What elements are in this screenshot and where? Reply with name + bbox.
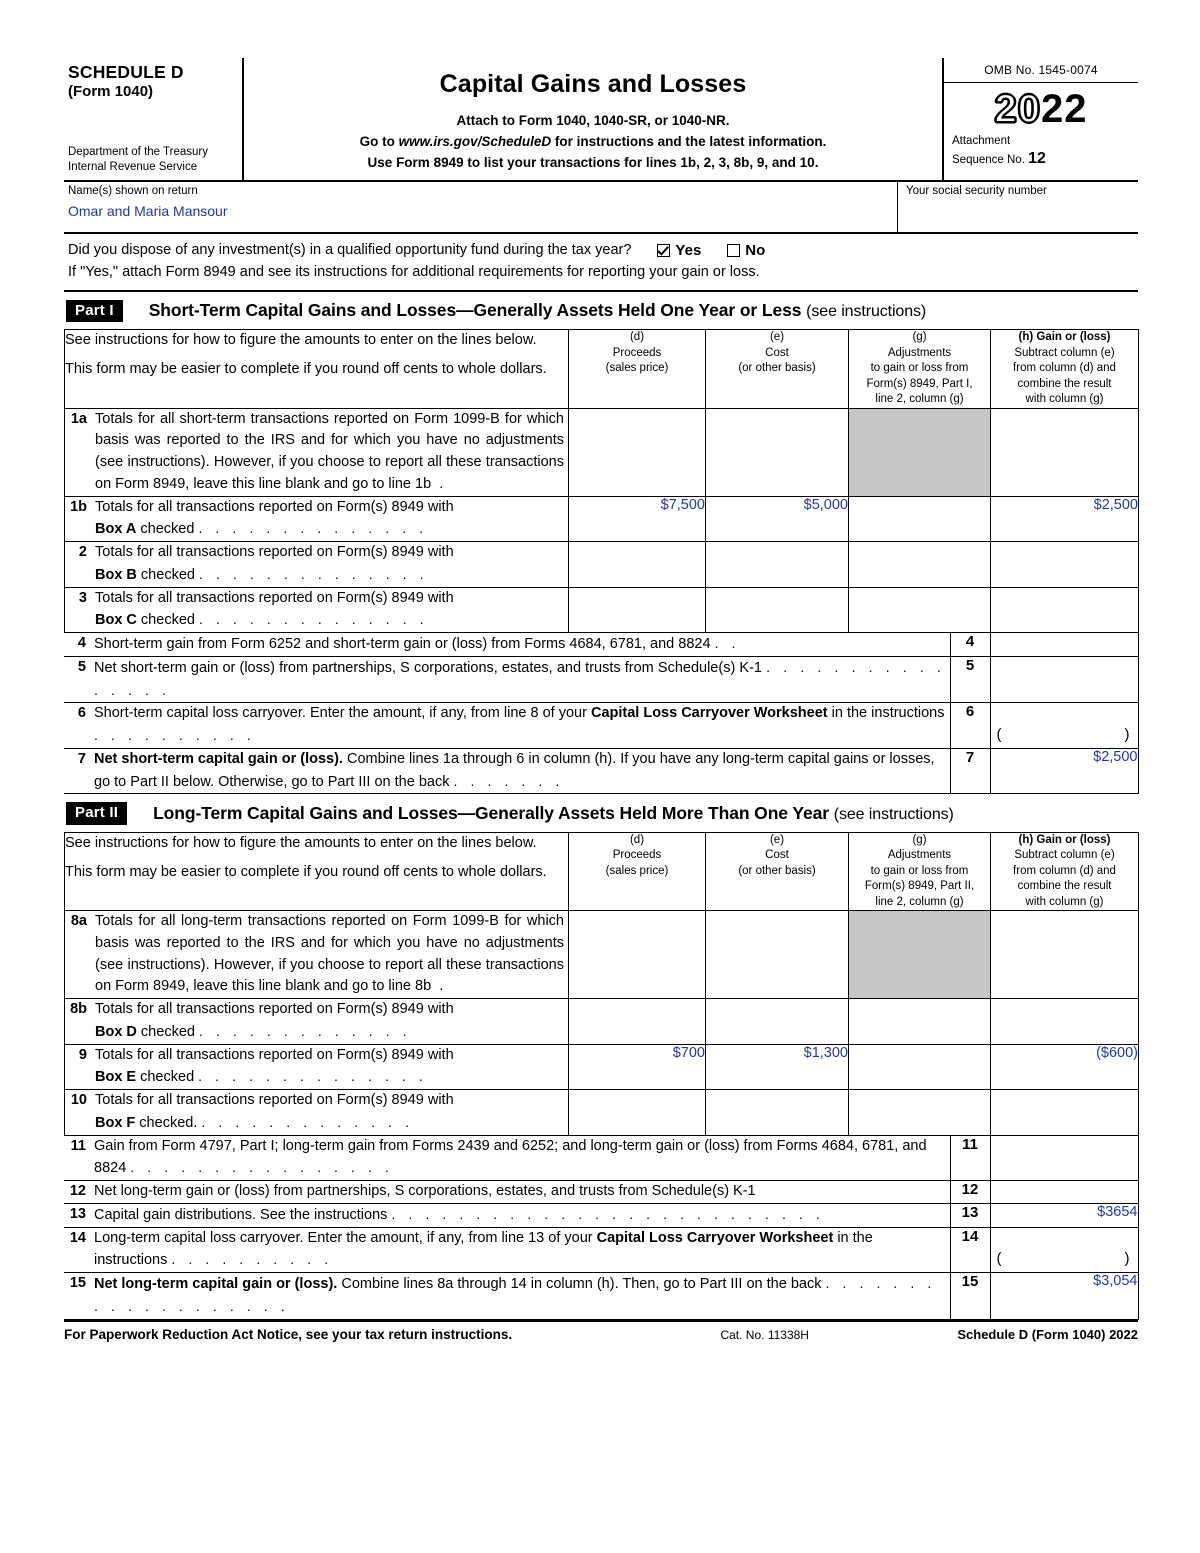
part-2-col-d-l1: Proceeds [612, 849, 662, 862]
part-1-col-h-l2: from column (d) and [1013, 362, 1116, 375]
attachment-number: 12 [1028, 150, 1046, 168]
part-2-instructions-p2: This form may be easier to complete if you round off cents to whole dollars. [65, 864, 547, 881]
department-line-2: Internal Revenue Service [68, 161, 198, 174]
part-1-col-e-id: (e) [769, 331, 785, 344]
qof-yes-label: Yes [675, 241, 702, 259]
line-14-paren-open: ( [996, 1250, 1002, 1268]
line-1b-description: 1b Totals for all transactions reported on Form(s) 8949 with Box A checked . . . . . . . . . . . . . . [65, 496, 569, 542]
part-1-col-h-id: (h) Gain or (loss) [1018, 331, 1111, 344]
line-13-amount[interactable]: $3654 [990, 1203, 1138, 1227]
line-9-text: Totals for all transactions reported on Form(s) 8949 with [95, 1046, 454, 1063]
part-2-title-main: Long-Term Capital Gains and Losses—Generally Assets Held More Than One Year [153, 802, 829, 823]
line-1b-text: Totals for all transactions reported on Form(s) 8949 with [95, 498, 454, 515]
line-12-box-number: 12 [950, 1181, 990, 1204]
line-7-amount[interactable]: $2,500 [990, 748, 1138, 794]
part-2-col-e-l1: Cost [765, 849, 789, 862]
name-field-cell[interactable] [64, 182, 898, 232]
line-3-gain-loss[interactable] [991, 587, 1139, 633]
line-4-box-number: 4 [950, 633, 990, 656]
table-row [64, 633, 1138, 656]
ssn-value [906, 199, 1134, 201]
part-2-title-note: (see instructions) [833, 805, 954, 823]
line-15-text: Combine lines 8a through 14 in column (h). Then, go to Part III on the back [337, 1276, 822, 1293]
line-1a-number: 1a [70, 410, 87, 427]
line-15-lead: Net long-term capital gain or (loss). [94, 1276, 338, 1293]
table-row [65, 408, 1139, 496]
part-1-col-h-header [991, 330, 1139, 409]
part-1-col-d-l2: (sales price) [605, 362, 669, 375]
qof-no-checkbox[interactable] [727, 244, 740, 257]
part-2-col-d-id: (d) [629, 833, 645, 846]
part-1-col-g-header [849, 330, 991, 409]
qof-followup-text: If "Yes," attach Form 8949 and see its instructions for additional requirements for reporting your gain or loss. [68, 264, 760, 281]
line-3-number: 3 [78, 589, 87, 606]
table-row [64, 1181, 1138, 1204]
line-10-proceeds[interactable] [569, 1090, 706, 1136]
line-8a-gain-loss[interactable] [991, 911, 1139, 999]
part-1-col-g-l1: Adjustments [887, 346, 952, 359]
part-1-col-h-l1: Subtract column (e) [1014, 346, 1115, 359]
table-row [64, 656, 1138, 703]
line-11-description: 11 Gain from Form 4797, Part I; long-term gain from Forms 2439 and 6252; and long-term gain or (loss) from Forms 4684, 6781, and 8824 . . . . . . . . . . . . . . . . [64, 1136, 950, 1181]
line-2-cost[interactable] [706, 542, 849, 588]
line-8b-adjustments[interactable] [849, 999, 991, 1045]
line-1a-description [65, 408, 569, 496]
tax-year-block [944, 83, 1138, 132]
line-9-proceeds[interactable]: $700 [569, 1044, 706, 1090]
form-sheet [64, 58, 1138, 1342]
part-2-title [153, 803, 954, 824]
line-4-description: 4 Short-term gain from Form 6252 and short-term gain or (loss) from Forms 4684, 6781, and 8824 . . [64, 633, 950, 656]
line-1b-proceeds[interactable]: $7,500 [569, 496, 706, 542]
line-10-checked: checked. [135, 1114, 198, 1131]
part-2-col-e-header [706, 832, 849, 911]
part-2-col-h-l1: Subtract column (e) [1014, 849, 1115, 862]
part-1-col-g-l2: to gain or loss from [870, 362, 969, 375]
part-1-title-note: (see instructions) [806, 303, 927, 321]
part-1-col-d-header [569, 330, 706, 409]
line-2-gain-loss[interactable] [991, 542, 1139, 588]
line-2-number: 2 [78, 544, 87, 561]
line-2-description: 2 Totals for all transactions reported on Form(s) 8949 with Box B checked . . . . . . . . . . . . . . [65, 542, 569, 588]
line-7-description: 7 Net short-term capital gain or (loss). Combine lines 1a through 6 in column (h). If you have any long-term capital gains or losses, go to Part II below. Otherwise, go to Part III on the back . . . . . . . [64, 748, 950, 794]
line-5-box-number: 5 [950, 656, 990, 703]
omb-number: OMB No. 1545-0074 [944, 58, 1138, 83]
part-2-col-g-header [849, 832, 991, 911]
line-9-description: 9 Totals for all transactions reported on Form(s) 8949 with Box E checked . . . . . . . . . . . . . . [65, 1044, 569, 1090]
line-10-adjustments[interactable] [849, 1090, 991, 1136]
table-row [64, 703, 1138, 749]
qof-question-line [68, 239, 1138, 262]
part-2-col-h-l2: from column (d) and [1013, 864, 1116, 877]
attach-instruction-1: Attach to Form 1040, 1040-SR, or 1040-NR. [456, 113, 730, 128]
part-2-badge: Part II [66, 802, 127, 824]
part-1-instructions-p1: See instructions for how to figure the amounts to enter on the lines below. [65, 332, 537, 349]
line-8a-description [65, 911, 569, 999]
line-3-checked: checked [136, 612, 195, 629]
name-label: Name(s) shown on return [68, 184, 198, 197]
department-block [68, 145, 234, 176]
table-row [65, 542, 1139, 588]
part-2-col-d-header [569, 832, 706, 911]
table-row [65, 1044, 1139, 1090]
line-13-description: 13 Capital gain distributions. See the instructions . . . . . . . . . . . . . . . . . . . . . . . . . . [64, 1203, 950, 1227]
line-15-description: 15 Net long-term capital gain or (loss). Combine lines 8a through 14 in column (h). Then, go to Part III on the back . . . . . . . . . . . . . . . . . . . [64, 1273, 950, 1320]
part-2-col-h-l4: with column (g) [1025, 895, 1104, 908]
line-6-text-pre: Short-term capital loss carryover. Enter the amount, if any, from line 8 of your [94, 705, 591, 722]
line-6-paren-open: ( [996, 725, 1002, 743]
form-identifier: Schedule D (Form 1040) 2022 [957, 1326, 1138, 1342]
line-14-number: 14 [69, 1229, 86, 1246]
line-14-paren-close: ) [1124, 1250, 1130, 1268]
line-9-adjustments[interactable] [849, 1044, 991, 1090]
part-2-col-e-id: (e) [769, 833, 785, 846]
goto-prefix: Go to [359, 133, 399, 149]
schedule-subtitle: (Form 1040) [68, 83, 154, 100]
line-1b-box-label: Box A [95, 521, 137, 538]
part-2-table [64, 832, 1139, 1136]
line-10-text: Totals for all transactions reported on Form(s) 8949 with [95, 1092, 454, 1109]
line-1a-gain-loss[interactable] [991, 408, 1139, 496]
attachment-label-1: Attachment [952, 135, 1011, 148]
attachment-sequence [944, 132, 1138, 174]
part-2-column-header-row [65, 832, 1139, 911]
part-1-col-g-l3: Form(s) 8949, Part I, [866, 377, 973, 390]
line-5-number: 5 [77, 658, 86, 675]
line-8a-number: 8a [70, 913, 87, 930]
irs-url: www.irs.gov/ScheduleD [398, 133, 552, 149]
line-15-amount[interactable]: $3,054 [990, 1273, 1138, 1320]
line-8b-cost[interactable] [706, 999, 849, 1045]
part-1-instructions-p2: This form may be easier to complete if you round off cents to whole dollars. [65, 361, 547, 378]
part-2-instructions-p1: See instructions for how to figure the amounts to enter on the lines below. [65, 834, 537, 851]
line-4-text: Short-term gain from Form 6252 and short-term gain or (loss) from Forms 4684, 6781, and 8824 [94, 636, 711, 653]
table-row [65, 999, 1139, 1045]
qof-question-block [64, 234, 1138, 292]
line-8b-number: 8b [70, 1001, 87, 1018]
part-1-summary-table [64, 633, 1139, 794]
goto-suffix: for instructions and the latest information. [551, 133, 827, 149]
table-row [65, 587, 1139, 633]
line-1b-checked: checked [136, 521, 195, 538]
line-14-description: 14 Long-term capital loss carryover. Enter the amount, if any, from line 13 of your Capital Loss Carryover Worksheet in the instructions . . . . . . . . . . [64, 1227, 950, 1273]
line-1b-number: 1b [70, 498, 87, 515]
line-6-amount[interactable] [990, 703, 1138, 749]
line-4-amount[interactable] [990, 633, 1138, 656]
part-1-badge: Part I [66, 300, 123, 322]
table-row [64, 1273, 1138, 1320]
line-2-checked: checked [136, 566, 195, 583]
line-12-description [64, 1181, 950, 1204]
ssn-field-cell[interactable] [898, 182, 1138, 232]
part-2-col-h-l3: combine the result [1017, 880, 1112, 893]
line-5-amount[interactable] [990, 656, 1138, 703]
line-14-text-pre: Long-term capital loss carryover. Enter the amount, if any, from line 13 of your [94, 1229, 597, 1246]
table-row [64, 1136, 1138, 1181]
line-3-description: 3 Totals for all transactions reported on Form(s) 8949 with Box C checked . . . . . . . . . . . . . . [65, 587, 569, 633]
line-12-amount[interactable] [990, 1181, 1138, 1204]
line-14-worksheet-ref: Capital Loss Carryover Worksheet [596, 1229, 834, 1246]
line-8b-proceeds[interactable] [569, 999, 706, 1045]
part-1-col-d-l1: Proceeds [612, 346, 662, 359]
line-13-box-number: 13 [950, 1203, 990, 1227]
line-9-box-label: Box E [95, 1069, 137, 1086]
line-3-box-label: Box C [95, 612, 137, 629]
line-12-text: Net long-term gain or (loss) from partnerships, S corporations, estates, and trusts from Schedule(s) K-1 [94, 1183, 756, 1200]
line-5-description: 5 Net short-term gain or (loss) from partnerships, S corporations, estates, and trusts from Schedule(s) K-1 . . . . . . . . . . . . . . . . [64, 656, 950, 703]
line-11-amount[interactable] [990, 1136, 1138, 1181]
line-8b-checked: checked [136, 1023, 195, 1040]
line-6-number: 6 [77, 705, 86, 722]
part-1-col-d-id: (d) [629, 331, 645, 344]
line-8a-cost[interactable] [706, 911, 849, 999]
table-row [64, 1227, 1138, 1273]
table-row [64, 1203, 1138, 1227]
header-right-block [942, 58, 1138, 180]
catalog-number: Cat. No. 11338H [720, 1327, 809, 1342]
table-row [64, 748, 1138, 794]
line-12-number: 12 [69, 1183, 86, 1200]
line-14-amount[interactable] [990, 1227, 1138, 1273]
line-11-text: Gain from Form 4797, Part I; long-term gain from Forms 2439 and 6252; and long-term gain or (loss) from Forms 4684, 6781, and 8824 [94, 1137, 927, 1177]
line-1a-text: Totals for all short-term transactions reported on Form 1099-B for which basis was reported to the IRS and for which you have no adjustments (see instructions). However, if you choose to report all these transactions on Form 8949, leave this line blank and go to line 1b [95, 410, 564, 492]
attachment-label-2: Sequence No. [952, 154, 1025, 167]
table-row [65, 911, 1139, 999]
qof-yes-checkbox[interactable] [657, 244, 670, 257]
line-10-number: 10 [70, 1092, 87, 1109]
attach-instruction-2 [250, 132, 936, 153]
part-2-col-g-l4: line 2, column (g) [875, 895, 964, 908]
part-1-column-header-row [65, 330, 1139, 409]
line-14-text-post: in the instructions [94, 1229, 873, 1269]
line-1a-proceeds[interactable] [569, 408, 706, 496]
part-2-col-h-id: (h) Gain or (loss) [1018, 833, 1111, 846]
line-9-checked: checked [136, 1069, 195, 1086]
part-2-col-e-l2: (or other basis) [738, 864, 816, 877]
header-center-block [244, 58, 942, 180]
part-2-col-h-header [991, 832, 1139, 911]
line-11-box-number: 11 [950, 1136, 990, 1181]
line-10-cost[interactable] [706, 1090, 849, 1136]
part-1-col-g-l4: line 2, column (g) [875, 393, 964, 406]
part-1-col-e-header [706, 330, 849, 409]
line-2-proceeds[interactable] [569, 542, 706, 588]
line-13-text: Capital gain distributions. See the instructions [94, 1206, 388, 1223]
part-1-table [64, 329, 1139, 633]
line-1b-gain-loss[interactable]: $2,500 [991, 496, 1139, 542]
form-header [64, 58, 1138, 182]
line-15-box-number: 15 [950, 1273, 990, 1320]
part-2-instructions-cell [65, 832, 569, 911]
tax-year [946, 89, 1136, 130]
line-8a-dots: . [439, 978, 444, 995]
line-1b-cost[interactable]: $5,000 [706, 496, 849, 542]
line-8b-description: 8b Totals for all transactions reported on Form(s) 8949 with Box D checked . . . . . . . . . . . . . [65, 999, 569, 1045]
line-3-cost[interactable] [706, 587, 849, 633]
line-10-description: 10 Totals for all transactions reported on Form(s) 8949 with Box F checked. . . . . . . . . . . . . . [65, 1090, 569, 1136]
line-5-text: Net short-term gain or (loss) from partnerships, S corporations, estates, and trusts from Schedule(s) K-1 [94, 659, 762, 676]
form-footer [64, 1320, 1138, 1342]
qof-question-text: Did you dispose of any investment(s) in a qualified opportunity fund during the tax year? [68, 242, 632, 259]
part-1-col-h-l4: with column (g) [1025, 393, 1104, 406]
line-3-proceeds[interactable] [569, 587, 706, 633]
line-2-adjustments[interactable] [849, 542, 991, 588]
line-13-number: 13 [69, 1205, 86, 1222]
department-line-1: Department of the Treasury [68, 145, 208, 158]
line-15-number: 15 [69, 1275, 86, 1292]
line-10-box-label: Box F [95, 1114, 136, 1131]
line-8b-gain-loss[interactable] [991, 999, 1139, 1045]
table-row [65, 1090, 1139, 1136]
line-9-number: 9 [78, 1046, 87, 1063]
header-left-block [64, 58, 244, 180]
part-1-title [149, 300, 926, 321]
line-8a-adjustments-shaded [849, 911, 991, 999]
qof-no-label: No [745, 241, 766, 259]
line-8a-proceeds[interactable] [569, 911, 706, 999]
line-9-gain-loss[interactable]: ($600) [991, 1044, 1139, 1090]
line-2-box-label: Box B [95, 566, 137, 583]
part-1-banner [64, 292, 1138, 329]
line-1a-adjustments-shaded [849, 408, 991, 496]
part-1-col-e-l1: Cost [765, 346, 789, 359]
line-8b-box-label: Box D [95, 1023, 137, 1040]
part-1-col-e-l2: (or other basis) [738, 362, 816, 375]
line-6-worksheet-ref: Capital Loss Carryover Worksheet [590, 705, 828, 722]
line-6-paren-close: ) [1124, 725, 1130, 743]
line-8a-text: Totals for all long-term transactions reported on Form 1099-B for which basis was reported to the IRS and for which you have no adjustments (see instructions). However, if you choose to report all these transactions on Form 8949, leave this line blank and go to line 8b [95, 913, 564, 995]
part-2-col-g-l3: Form(s) 8949, Part II, [864, 880, 975, 893]
part-1-title-main: Short-Term Capital Gains and Losses—Generally Assets Held One Year or Less [148, 300, 802, 321]
form-title: Capital Gains and Losses [439, 70, 747, 98]
line-2-text: Totals for all transactions reported on Form(s) 8949 with [95, 544, 454, 561]
line-10-gain-loss[interactable] [991, 1090, 1139, 1136]
line-1b-adjustments[interactable] [849, 496, 991, 542]
table-row [65, 496, 1139, 542]
line-7-number: 7 [77, 750, 86, 767]
attach-instruction-3: Use Form 8949 to list your transactions for lines 1b, 2, 3, 8b, 9, and 10. [367, 154, 819, 170]
line-3-text: Totals for all transactions reported on Form(s) 8949 with [95, 589, 454, 606]
line-6-box-number: 6 [950, 703, 990, 749]
part-1-col-h-l3: combine the result [1017, 377, 1112, 390]
line-7-box-number: 7 [950, 748, 990, 794]
name-value: Omar and Maria Mansour [68, 202, 228, 219]
part-2-col-g-l1: Adjustments [887, 849, 952, 862]
line-1a-dots: . [439, 475, 444, 492]
part-2-col-g-id: (g) [912, 833, 927, 846]
part-2-banner [64, 794, 1138, 831]
line-8b-text: Totals for all transactions reported on Form(s) 8949 with [95, 1001, 454, 1018]
line-1a-cost[interactable] [706, 408, 849, 496]
line-7-lead: Net short-term capital gain or (loss). [94, 750, 343, 767]
line-4-number: 4 [77, 635, 86, 652]
line-6-description: 6 Short-term capital loss carryover. Enter the amount, if any, from line 8 of your Capital Loss Carryover Worksheet in the instructions . . . . . . . . . . [64, 703, 950, 749]
part-2-summary-table [64, 1136, 1139, 1320]
line-7-text: Combine lines 1a through 6 in column (h). If you have any long-term capital gains or losses, go to Part II below. Otherwise, go to Part III on the back [94, 750, 935, 790]
part-1-col-g-id: (g) [912, 331, 927, 344]
line-6-text-post: in the instructions [827, 705, 945, 722]
ssn-label: Your social security number [906, 184, 1047, 197]
line-14-box-number: 14 [950, 1227, 990, 1273]
line-3-adjustments[interactable] [849, 587, 991, 633]
part-2-col-d-l2: (sales price) [605, 864, 669, 877]
line-11-number: 11 [70, 1137, 86, 1154]
paperwork-notice: For Paperwork Reduction Act Notice, see your tax return instructions. [64, 1326, 513, 1342]
part-1-instructions-cell [65, 330, 569, 409]
line-9-cost[interactable]: $1,300 [706, 1044, 849, 1090]
tax-year-century: 20 [994, 87, 1041, 131]
identity-row [64, 182, 1138, 234]
schedule-title: SCHEDULE D [68, 62, 184, 82]
part-2-col-g-l2: to gain or loss from [870, 864, 969, 877]
tax-year-digits: 22 [1041, 87, 1088, 131]
